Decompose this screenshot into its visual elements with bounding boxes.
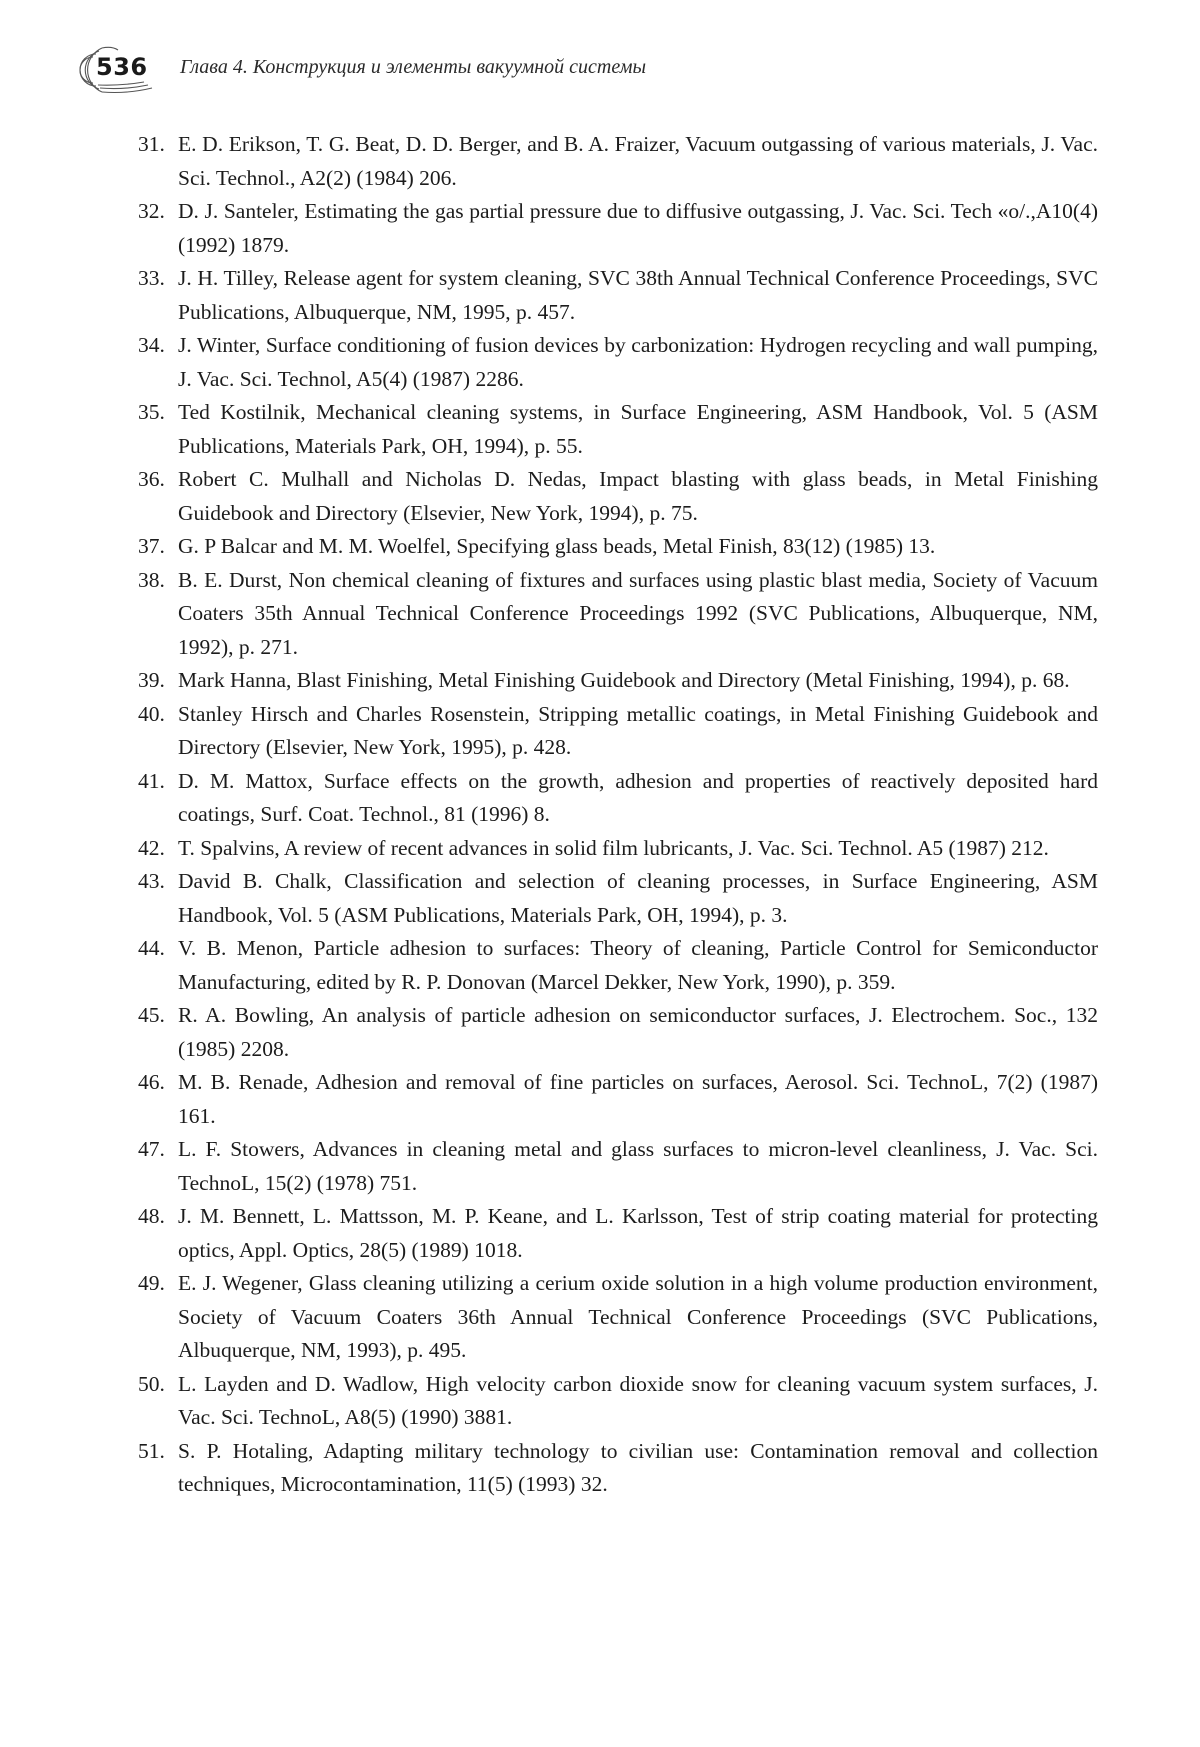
reference-text: V. B. Menon, Particle adhesion to surfaces: Theory of cleaning, Particle Control for Semiconductor Manufacturing, edited by R. P. Donovan (Marcel Dekker, New York, 1990), p. 359. [178, 936, 1098, 994]
reference-item [138, 329, 1098, 396]
reference-item [138, 1133, 1098, 1200]
reference-text: T. Spalvins, A review of recent advances in solid film lubricants, J. Vac. Sci. Technol. A5 (1987) 212. [178, 835, 1049, 860]
reference-number: 46. [138, 1070, 165, 1094]
reference-item [138, 1368, 1098, 1435]
reference-item [138, 128, 1098, 195]
reference-item [138, 463, 1098, 530]
reference-item [138, 195, 1098, 262]
reference-text: L. Layden and D. Wadlow, High velocity carbon dioxide snow for cleaning vacuum system surfaces, J. Vac. Sci. TechnoL, A8(5) (1990) 3881. [178, 1371, 1098, 1429]
reference-text: Robert C. Mulhall and Nicholas D. Nedas, Impact blasting with glass beads, in Metal Finishing Guidebook and Directory (Elsevier, New York, 1994), p. 75. [178, 467, 1098, 525]
reference-text: David B. Chalk, Classification and selection of cleaning processes, in Surface Engineering, ASM Handbook, Vol. 5 (ASM Publications, Materials Park, OH, 1994), p. 3. [178, 869, 1098, 927]
reference-text: Stanley Hirsch and Charles Rosenstein, Stripping metallic coatings, in Metal Finishing Guidebook and Directory (Elsevier, New York, 1995), p. 428. [178, 701, 1098, 759]
reference-text: J. Winter, Surface conditioning of fusion devices by carbonization: Hydrogen recycling and wall pumping, J. Vac. Sci. Technol, A5(4) (1987) 2286. [178, 333, 1098, 391]
reference-number: 43. [138, 869, 165, 893]
reference-item [138, 262, 1098, 329]
reference-text: Mark Hanna, Blast Finishing, Metal Finishing Guidebook and Directory (Metal Finishing, 1994), p. 68. [178, 668, 1070, 692]
reference-number: 34. [138, 333, 165, 357]
reference-number: 38. [138, 567, 165, 592]
page-number: 536 [96, 53, 148, 81]
reference-number: 47. [138, 1137, 165, 1161]
reference-item [138, 1200, 1098, 1267]
chapter-title: Глава 4. Конструкция и элементы вакуумной системы [180, 56, 647, 78]
reference-number: 40. [138, 701, 165, 726]
reference-text: M. B. Renade, Adhesion and removal of fine particles on surfaces, Aerosol. Sci. TechnoL, 7(2) (1987) 161. [178, 1070, 1098, 1128]
running-head [72, 44, 1112, 96]
reference-number: 41. [138, 768, 165, 793]
reference-text: D. J. Santeler, Estimating the gas partial pressure due to diffusive outgassing, J. Vac. Sci. Tech «o/.,A10(4)(1992) 1879. [178, 199, 1098, 257]
reference-number: 45. [138, 1003, 165, 1027]
reference-number: 50. [138, 1371, 165, 1396]
reference-number: 51. [138, 1438, 165, 1463]
reference-number: 37. [138, 534, 165, 558]
reference-text: R. A. Bowling, An analysis of particle adhesion on semiconductor surfaces, J. Electrochem. Soc., 132 (1985) 2208. [178, 1003, 1098, 1061]
reference-number: 35. [138, 400, 165, 424]
reference-text: E. J. Wegener, Glass cleaning utilizing a cerium oxide solution in a high volume production environment, Society of Vacuum Coaters 36th Annual Technical Conference Proceedings (SVC Publications, Albuquerque, NM, 1993), p. 495. [178, 1271, 1098, 1362]
reference-item [138, 664, 1098, 698]
reference-text: J. M. Bennett, L. Mattsson, M. P. Keane, and L. Karlsson, Test of strip coating material for protecting optics, Appl. Optics, 28(5) (1989) 1018. [178, 1204, 1098, 1262]
reference-item [138, 396, 1098, 463]
reference-text: S. P. Hotaling, Adapting military technology to civilian use: Contamination removal and collection techniques, Microcontamination, 11(5) (1993) 32. [178, 1438, 1098, 1496]
reference-text: G. P Balcar and M. M. Woelfel, Specifying glass beads, Metal Finish, 83(12) (1985) 13. [178, 534, 936, 558]
reference-text: E. D. Erikson, T. G. Beat, D. D. Berger, and B. A. Fraizer, Vacuum outgassing of various materials, J. Vac. Sci. Technol., A2(2) (1984) 206. [178, 132, 1098, 190]
reference-list [138, 128, 1098, 1502]
reference-item [138, 698, 1098, 765]
reference-number: 32. [138, 199, 165, 223]
reference-item [138, 1267, 1098, 1368]
reference-number: 39. [138, 668, 165, 692]
reference-item [138, 932, 1098, 999]
reference-number: 48. [138, 1204, 165, 1228]
reference-text: B. E. Durst, Non chemical cleaning of fixtures and surfaces using plastic blast media, Society of Vacuum Coaters 35th Annual Technical Conference Proceedings 1992 (SVC Publications, Albuquerque, NM, 1992), p. 271. [178, 567, 1098, 659]
reference-text: L. F. Stowers, Advances in cleaning metal and glass surfaces to micron-level cleanliness, J. Vac. Sci. TechnoL, 15(2) (1978) 751. [178, 1137, 1098, 1195]
reference-item [138, 832, 1098, 866]
reference-item [138, 564, 1098, 665]
reference-number: 33. [138, 266, 165, 290]
reference-number: 31. [138, 132, 165, 156]
reference-number: 42. [138, 835, 165, 860]
reference-text: D. M. Mattox, Surface effects on the growth, adhesion and properties of reactively deposited hard coatings, Surf. Coat. Technol., 81 (1996) 8. [178, 768, 1098, 826]
reference-item [138, 530, 1098, 564]
reference-number: 49. [138, 1271, 165, 1295]
reference-item [138, 1435, 1098, 1502]
reference-text: Ted Kostilnik, Mechanical cleaning systems, in Surface Engineering, ASM Handbook, Vol. 5 (ASM Publications, Materials Park, OH, 1994), p. 55. [178, 400, 1098, 458]
reference-item [138, 865, 1098, 932]
reference-item [138, 765, 1098, 832]
reference-text: J. H. Tilley, Release agent for system cleaning, SVC 38th Annual Technical Conference Proceedings, SVC Publications, Albuquerque, NM, 1995, p. 457. [178, 266, 1098, 324]
reference-item [138, 1066, 1098, 1133]
reference-number: 36. [138, 467, 165, 491]
reference-number: 44. [138, 936, 165, 960]
reference-item [138, 999, 1098, 1066]
